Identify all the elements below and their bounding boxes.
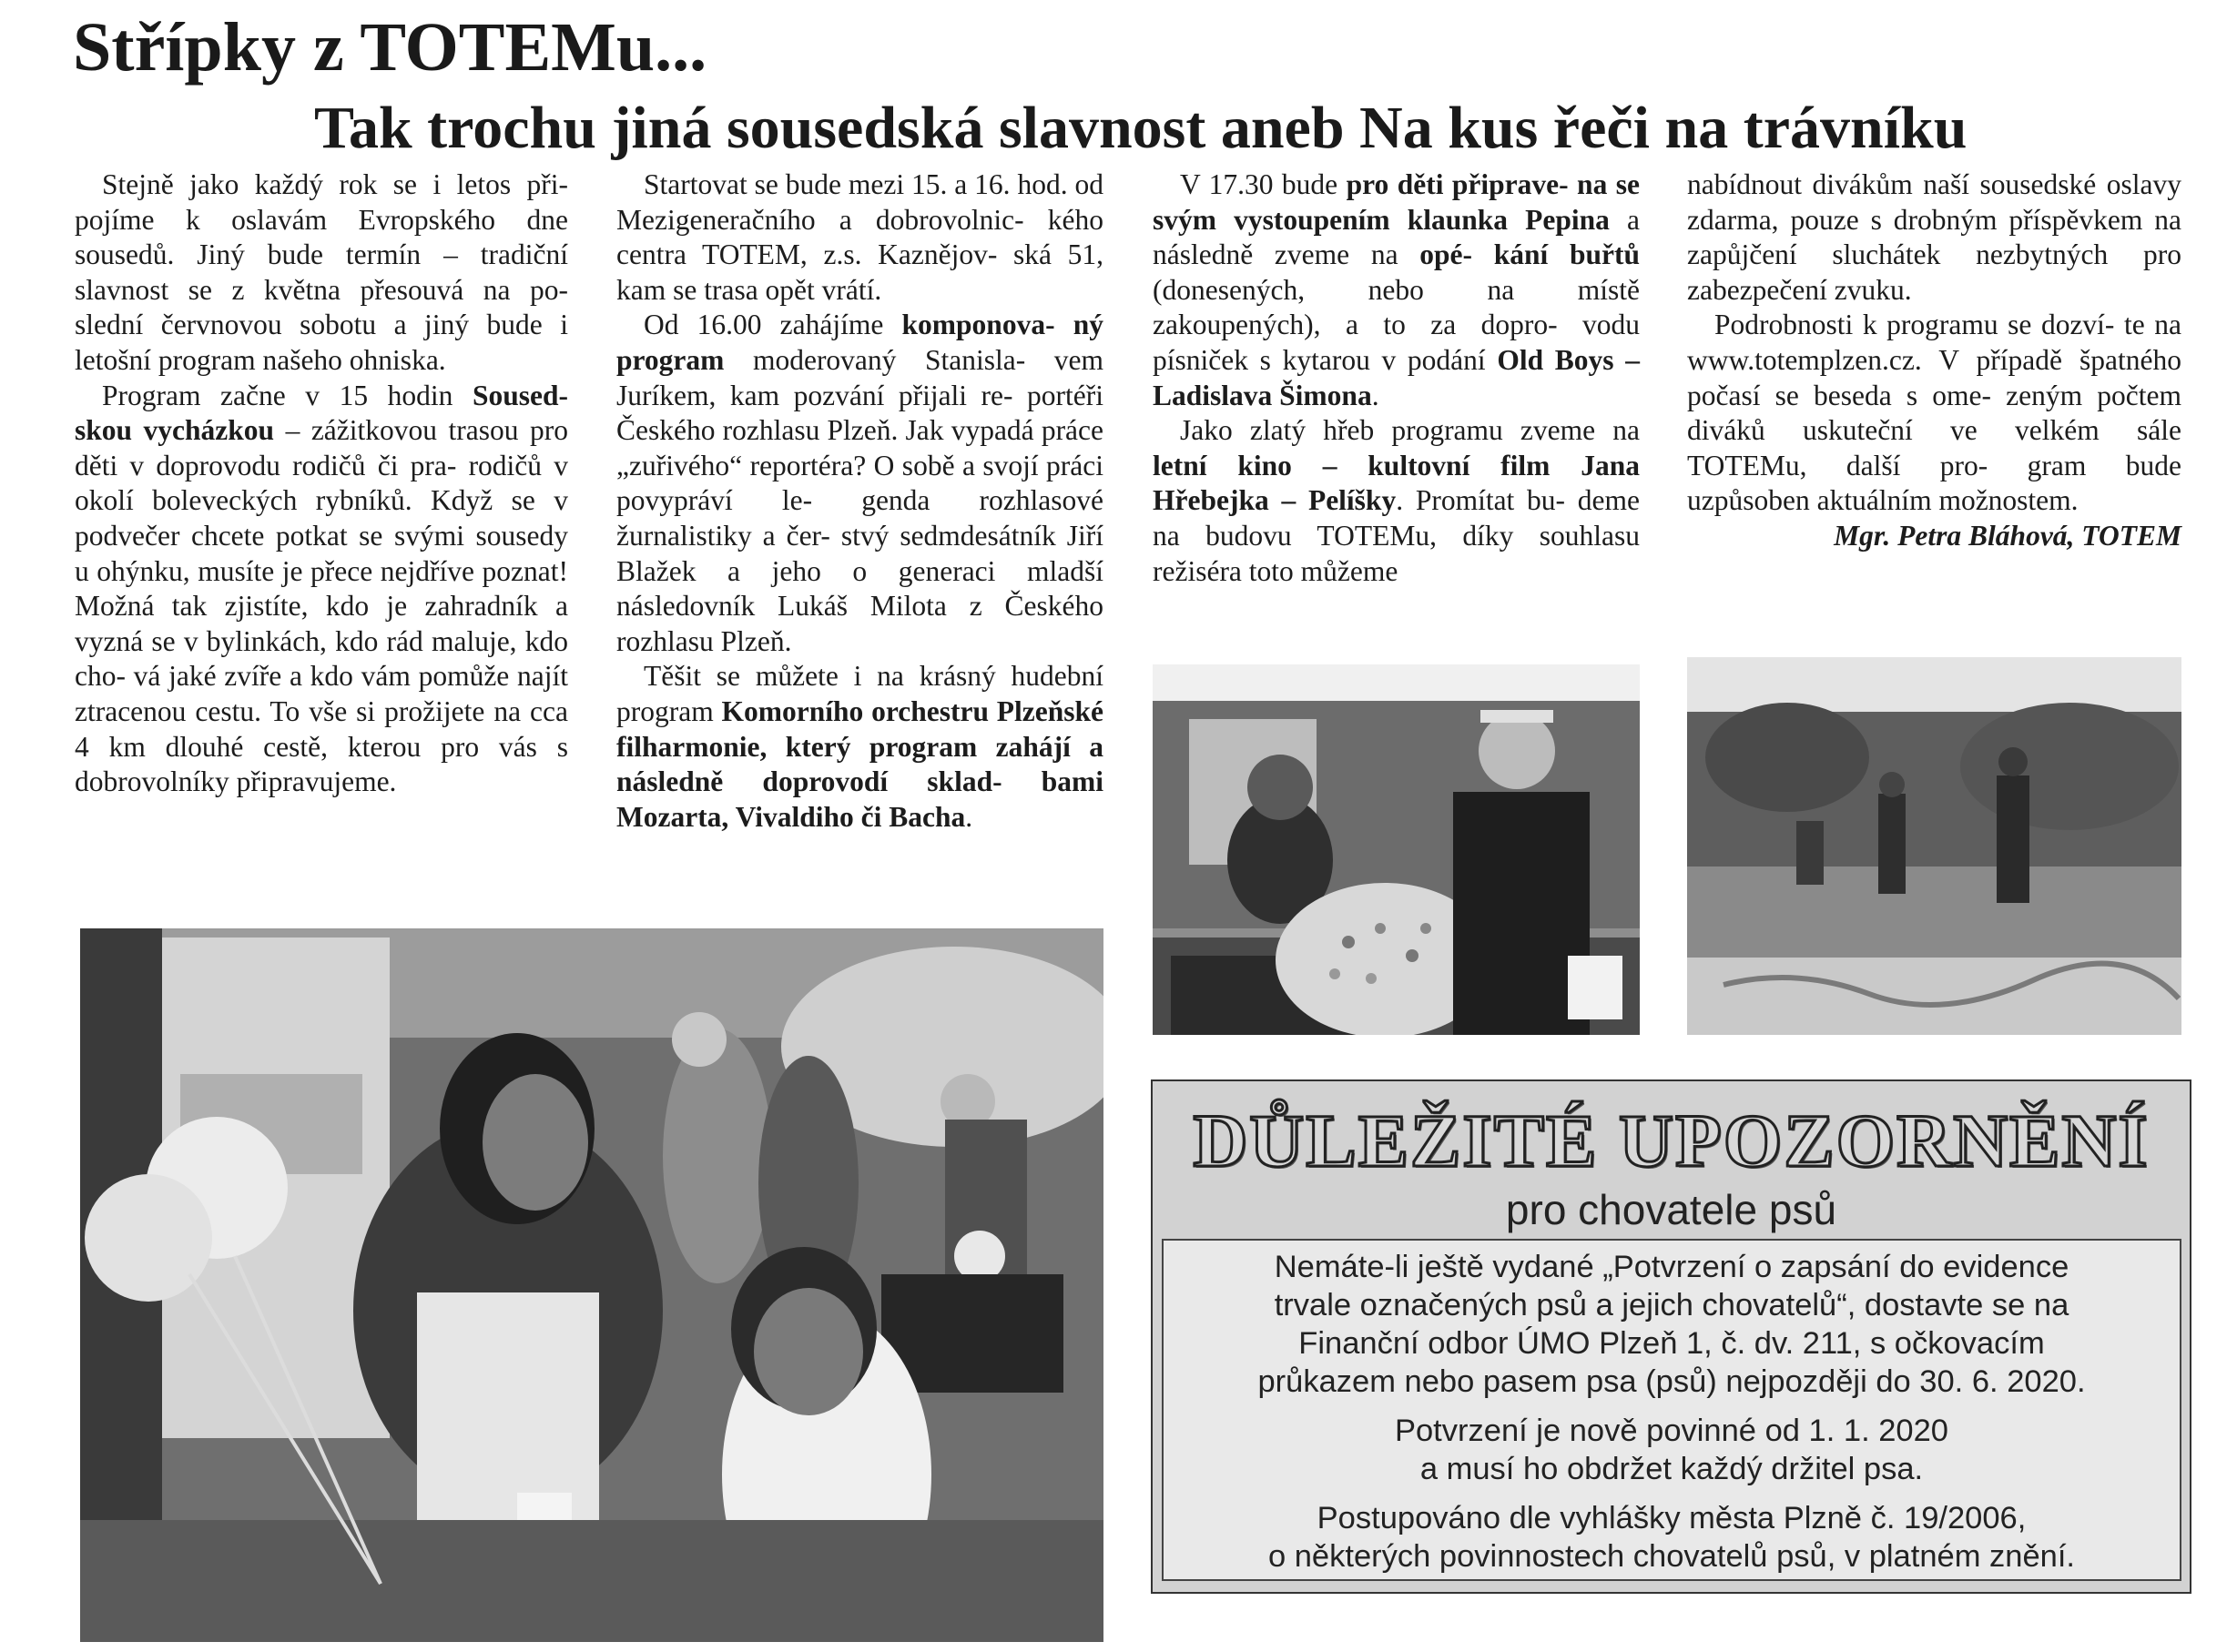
notice-body — [1162, 1239, 2181, 1581]
photo-balloons — [80, 928, 1103, 1642]
paragraph: Od 16.00 zahájíme komponova- ný program moderovaný Stanisla- vem Juríkem, kam pozvání přijali re- portéři Českého rozhlasu Plzeň. Jak vypadá práce „zuřivého“ reportéra? O sobě a svojí práci povypráví le- genda rozhlasové žurnalistiky a čer- stvý sedmdesátník Jiří Blažek a jeho o generaci mladší následovník Lukáš Milota z Českého rozhlasu Plzeň. — [616, 309, 1103, 657]
notice-subtitle: pro chovatele psů — [1505, 1186, 1837, 1233]
notice-paragraph-1: Nemáte-li ještě vydané „Potvrzení o zapsání do evidence trvale označených psů a jejich chovatelů“, dostavte se na Finanční odbor ÚMO Plzeň 1, č. dv. 211, s očkovacím průkazem nebo pasem psa (psů) nejpozději do 30. 6. 2020. — [1257, 1250, 2086, 1399]
paragraph: Podrobnosti k programu se dozví- te na www.totemplzen.cz. V případě špatného počasí se beseda s ome- zeným počtem diváků uskuteční ve velkém sále TOTEMu, další pro- gram bude uzpůsoben aktuálním možnostem. — [1687, 309, 2181, 517]
notice-paragraph-2: Potvrzení je nově povinné od 1. 1. 2020 a musí ho obdržet každý držitel psa. — [1394, 1414, 1948, 1486]
photo-lawn — [1687, 657, 2181, 1035]
paragraph: Jako zlatý hřeb programu zveme na letní kino – kultovní film Jana Hřebejka – Pelíšky. Promítat bu- deme na budovu TOTEMu, díky souhlasu režiséra toto můžeme — [1153, 414, 1640, 587]
article-headline: Tak trochu jiná sousedská slavnost aneb Na kus řeči na trávníku — [314, 95, 1968, 161]
paragraph: Stejně jako každý rok se i letos při- pojíme k oslavám Evropského dne sousedů. Jiný bude termín – tradiční slavnost se z května přesouvá na po- slední červnovou sobotu a jiný bude i letošní program našeho ohniska. — [75, 168, 568, 376]
paragraph: Těšit se můžete i na krásný hudební program Komorního orchestru Plzeňské filharmonie, který program zahájí a následně doprovodí sklad- bami Mozarta, Vivaldiho či Bacha. — [616, 660, 1103, 833]
author-signature: Mgr. Petra Bláhová, TOTEM — [1834, 519, 2181, 552]
article-column-2 — [616, 167, 1103, 835]
notice-title: DŮLEŽITÉ UPOZORNĚNÍ — [1193, 1099, 2150, 1182]
article-column-1 — [75, 167, 568, 800]
paragraph: V 17.30 bude pro děti připrave- na se svým vystoupením klaunka Pepina a následně zveme na opé- kání buřtů (donesených, nebo na místě zakoupených), a to za dopro- vodu písniček s kytarou v podání Old Boys – Ladislava Šimona. — [1153, 168, 1641, 411]
notice-paragraph-3: Postupováno dle vyhlášky města Plzně č. 19/2006, o některých povinnostech chovatelů psů, v platném znění. — [1267, 1501, 2076, 1574]
paragraph: Startovat se bude mezi 15. a 16. hod. od Mezigeneračního a dobrovolnic- kého centra TOTEM, z.s. Kaznějov- ská 51, kam se trasa opět vrátí. — [616, 168, 1103, 306]
photo-stage — [1153, 664, 1640, 1035]
page-title: Střípky z TOTEMu... — [73, 9, 707, 86]
paragraph: Program začne v 15 hodin Soused- skou vycházkou – zážitkovou trasou pro děti v doprovodu rodičů či pra- rodičů v okolí bolevеckých rybníků. Když se v podvečer chcete potkat se svými sousedy u ohýnku, musíte je přece nejdříve poznat! Možná tak zjistíte, kdo je zahradník a vyzná se v bylinkách, kdo rád maluje, kdo cho- vá jaké zvíře a kdo vám pomůže najít ztracenou cestu. To vše si prožijete na cca 4 km dlouhé cestě, kterou pro vás s dobrovolníky připravujeme. — [75, 379, 568, 798]
important-notice — [1151, 1079, 2191, 1594]
article-column-3 — [1153, 167, 1640, 589]
article-column-4 — [1687, 167, 2181, 554]
paragraph: nabídnout divákům naší sousedské oslavy zdarma, pouze s drobným příspěvkem na zapůjčení sluchátek nezbytných pro zabezpečení zvuku. — [1687, 168, 2181, 306]
